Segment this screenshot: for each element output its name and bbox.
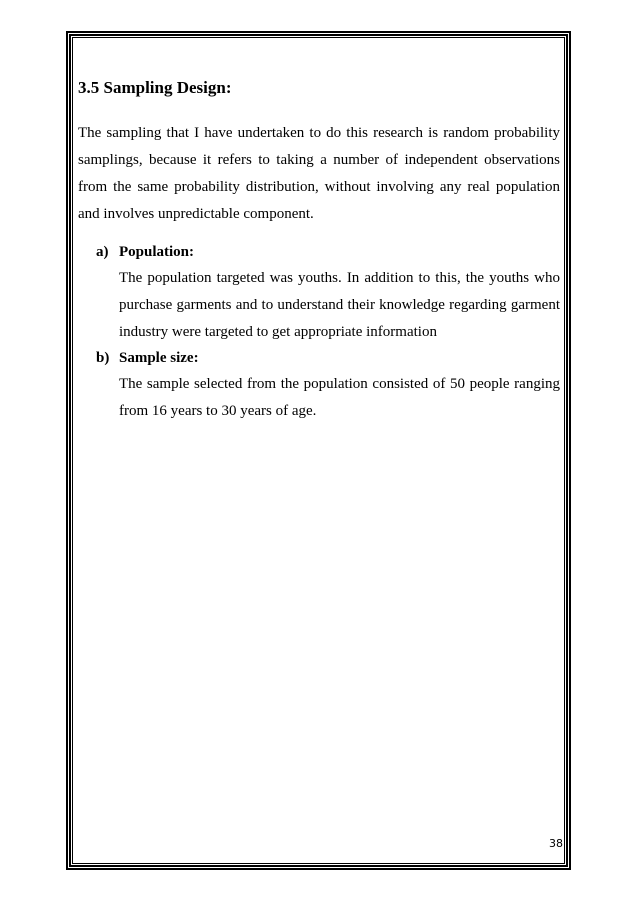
list-item-population (78, 240, 560, 346)
intro-paragraph: The sampling that I have undertaken to do this research is random probability samplings, because it refers to taking a number of independent observations from the same probability distribution, without involving any real population and involves unpredictable component. (78, 125, 560, 222)
page-number: 38 (549, 837, 563, 850)
list-item-title: Sample size: (119, 350, 199, 366)
section-heading: 3.5 Sampling Design: (78, 78, 232, 97)
subsection-list (78, 240, 560, 425)
list-item-text: The population targeted was youths. In addition to this, the youths who purchase garments and to understand their knowledge regarding garment industry were targeted to get appropriate information (119, 270, 560, 340)
list-marker: b) (96, 350, 110, 366)
list-item-title: Population: (119, 244, 195, 260)
list-item-sample-size (78, 346, 560, 425)
list-marker: a) (96, 244, 109, 260)
list-item-text: The sample selected from the population consisted of 50 people ranging from 16 years to 30 years of age. (119, 376, 560, 419)
